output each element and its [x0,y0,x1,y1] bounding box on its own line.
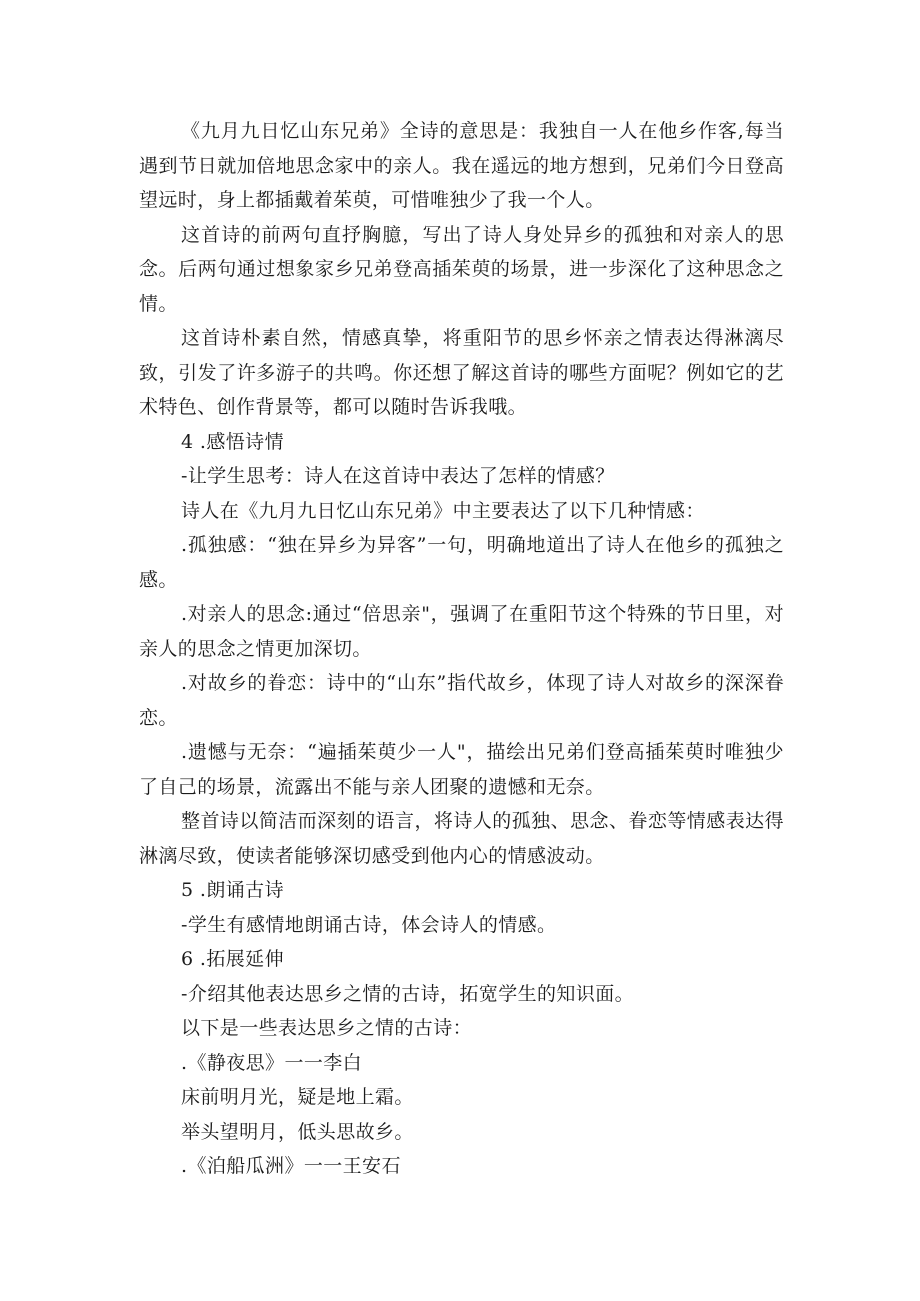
poem-line: 举头望明月，低头思故乡。 [181,1120,414,1143]
paragraph: 诗人在《九月九日忆山东兄弟》中主要表达了以下几种情感： [181,499,705,522]
section-heading: 5 .朗诵古诗 [181,879,284,901]
list-item: .对故乡的眷恋：诗中的“山东”指代故乡，体现了诗人对故乡的深深眷恋。 [139,672,784,729]
list-item: .对亲人的思念:通过“倍思亲"，强调了在重阳节这个特殊的节日里，对亲人的思念之情更加深切。 [139,603,784,660]
document-body [139,114,784,1184]
list-item: .遗憾与无奈：“遍插茱萸少一人"，描绘出兄弟们登高插茱萸时唯独少了自己的场景，流露出不能与亲人团聚的遗憾和无奈。 [139,741,784,798]
paragraph: 这首诗朴素自然，情感真挚，将重阳节的思乡怀亲之情表达得淋漓尽致，引发了许多游子的共鸣。你还想了解这首诗的哪些方面呢？例如它的艺术特色、创作背景等，都可以随时告诉我哦。 [139,327,784,418]
paragraph: 这首诗的前两句直抒胸臆，写出了诗人身处异乡的孤独和对亲人的思念。后两句通过想象家乡兄弟登高插茱萸的场景，进一步深化了这种思念之情。 [139,223,784,315]
paragraph: -让学生思考：诗人在这首诗中表达了怎样的情感？ [181,465,615,487]
section-heading: 4 .感悟诗情 [181,430,284,453]
paragraph: 以下是一些表达思乡之情的古诗： [181,1017,473,1039]
poem-title: .《静夜思》一一李白 [181,1051,363,1074]
paragraph: 《九月九日忆山东兄弟》全诗的意思是：我独自一人在他乡作客,每当遇到节日就加倍地思念家中的亲人。我在遥远的地方想到，兄弟们今日登高望远时，身上都插戴着茱萸，可惜唯独少了我一个人。 [139,120,784,211]
paragraph: -介绍其他表达思乡之情的古诗，拓宽学生的知识面。 [181,982,635,1005]
poem-title: .《泊船瓜洲》一一王安石 [181,1155,401,1177]
list-item: .孤独感：“独在异乡为异客”一句，明确地道出了诗人在他乡的孤独之感。 [139,534,784,591]
paragraph: 整首诗以简洁而深刻的语言，将诗人的孤独、思念、眷恋等情感表达得淋漓尽致，使读者能够深切感受到他内心的情感波动。 [139,810,784,867]
section-heading: 6 .拓展延伸 [181,948,284,970]
poem-line: 床前明月光，疑是地上霜。 [181,1086,414,1108]
paragraph: -学生有感情地朗诵古诗，体会诗人的情感。 [181,913,557,936]
